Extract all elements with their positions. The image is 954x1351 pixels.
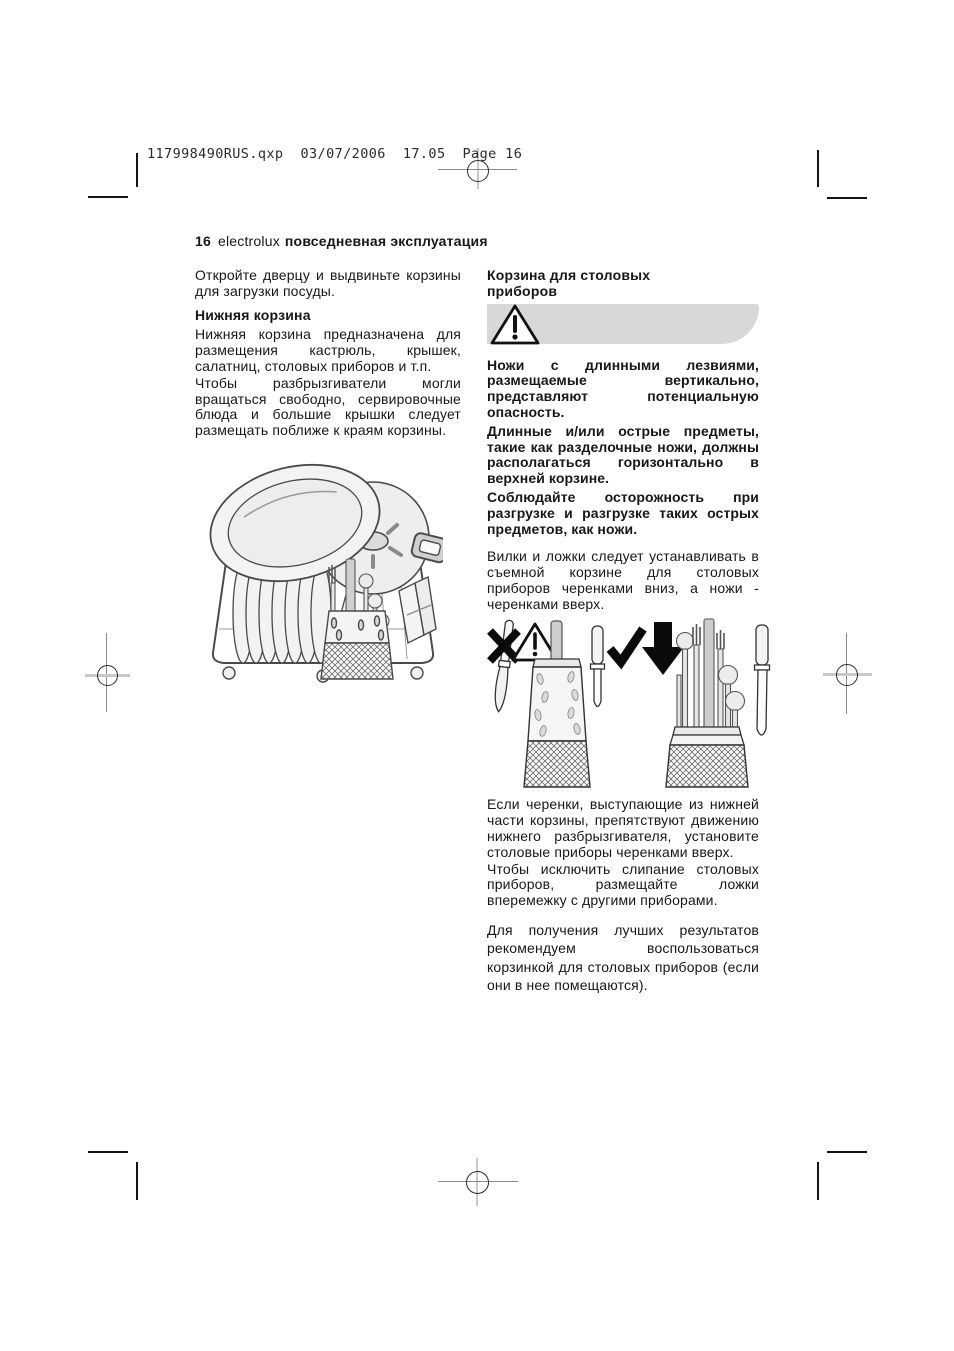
warning-text-knives-vertical: Ножи с длинными лезвиями, размещаемые вертикально, представляют потенциальную опасность. <box>487 356 759 420</box>
lower-basket-illustration <box>203 443 461 707</box>
section-title: повседневная эксплуатация <box>284 233 488 249</box>
registration-mark-right-circle <box>836 664 858 686</box>
warning-text-care: Соблюдайте осторожность при разгрузке и разгрузке таких острых предметов, как ножи. <box>487 488 759 537</box>
warning-banner <box>487 304 759 344</box>
crop-mark-top-left-v <box>136 153 138 187</box>
crop-mark-top-right-h <box>827 197 867 199</box>
page-number: 16 <box>195 233 211 249</box>
registration-mark-top-circle <box>467 160 489 182</box>
crop-mark-top-left-h <box>88 196 128 198</box>
paragraph-lower-basket-purpose: Нижняя корзина предназначена для размещения кастрюль, крышек, салатниц, столовых приборов и т.п. <box>195 326 461 374</box>
paragraph-spray-arms: Чтобы разбрызгиватели могли вращаться свободно, сервировочные блюда и большие крышки следует размещать поближе к краям корзины. <box>195 374 461 439</box>
left-column <box>195 268 461 707</box>
warning-triangle-icon <box>488 303 542 347</box>
page-header <box>195 233 488 249</box>
paragraph-forks-spoons: Вилки и ложки следует устанавливать в съемной корзине для столовых приборов черенками вниз, а ножи - черенками вверх. <box>487 548 759 612</box>
heading-cutlery-basket: Корзина для столовых приборов <box>487 267 651 299</box>
check-icon <box>610 629 643 662</box>
crop-mark-bottom-left-h <box>88 1151 128 1153</box>
knife-correct-icon <box>591 626 605 707</box>
paragraph-open-door: Откройте дверцу и выдвиньте корзины для загрузки посуды. <box>195 267 461 299</box>
down-arrow-icon <box>642 622 684 675</box>
paragraph-mix-spoons: Чтобы исключить слипание столовых приборов, размещайте ложки вперемежку с другими приборами. <box>487 860 759 909</box>
print-file-header: 117998490RUS.qxp 03/07/2006 17.05 Page 16 <box>147 146 523 162</box>
right-column <box>487 268 759 996</box>
registration-mark-left-circle <box>97 665 118 686</box>
cutlery-basket-illustration <box>485 617 759 796</box>
crop-mark-bottom-left-v <box>136 1162 138 1200</box>
knife-standing-icon <box>755 625 770 735</box>
crop-mark-bottom-right-v <box>817 1162 819 1200</box>
warning-text-sharp-items: Длинные и/или острые предметы, такие как разделочные ножи, должны располагаться горизонтально в верхней корзине. <box>487 422 759 487</box>
paragraph-handles-up: Если черенки, выступающие из нижней части корзины, препятствуют движению нижнего разбрызгивателя, установите столовые приборы черенками вверх. <box>487 796 759 860</box>
brand-name: electrolux <box>217 233 280 249</box>
crop-mark-top-right-v <box>817 150 819 187</box>
basket-handles-up <box>666 619 748 787</box>
paragraph-best-results: Для получения лучших результатов рекомендуем воспользоваться корзинкой для столовых приборов (если они в нее помещаются). <box>487 921 759 994</box>
heading-lower-basket: Нижняя корзина <box>195 306 311 323</box>
crop-mark-bottom-right-h <box>827 1151 867 1153</box>
registration-mark-bottom-circle <box>466 1171 489 1194</box>
